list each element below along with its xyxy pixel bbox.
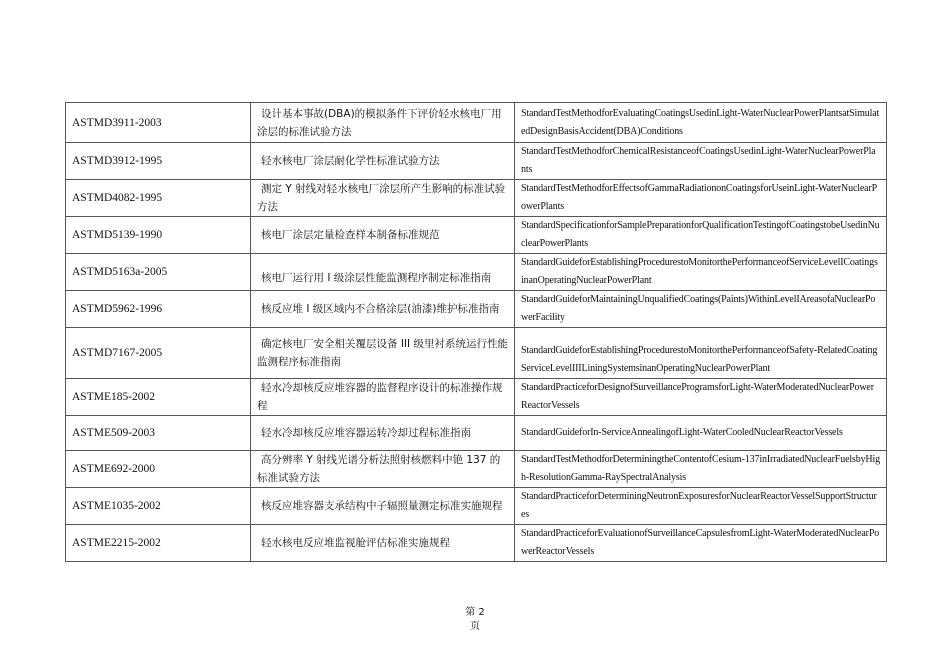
english-title: StandardGuideforEstablishingProcedurestoMonitorthePerformanceofServiceLevelICoatingsinanOperatingNuclearPowerPlant	[515, 254, 887, 291]
english-title: StandardGuideforMaintainingUnqualifiedCoatings(Paints)WithinLevelIAreasofaNuclearPowerFacility	[515, 291, 887, 328]
table-row	[66, 180, 887, 217]
standard-code: ASTMD5139-1990	[66, 217, 251, 254]
table-row	[66, 416, 887, 451]
standard-code: ASTME1035-2002	[66, 488, 251, 525]
standard-code: ASTMD5163a-2005	[66, 254, 251, 291]
table-row	[66, 379, 887, 416]
table-row	[66, 328, 887, 379]
chinese-title: 轻水核电厂涂层耐化学性标准试验方法	[251, 143, 515, 180]
chinese-title: 测定 Y 射线对轻水核电厂涂层所产生影响的标准试验方法	[251, 180, 515, 217]
standard-code: ASTMD3912-1995	[66, 143, 251, 180]
standard-code: ASTME692-2000	[66, 451, 251, 488]
chinese-title: 核电厂运行用 I 级涂层性能监测程序制定标准指南	[251, 254, 515, 291]
standard-code: ASTMD7167-2005	[66, 328, 251, 379]
english-title: StandardGuideforEstablishingProcedurestoMonitorthePerformanceofSafety-RelatedCoatingServiceLevelIIILiningSystemsinanOperatingNuclearPowerPlant	[515, 328, 887, 379]
standard-code: ASTMD4082-1995	[66, 180, 251, 217]
chinese-title: 轻水冷却核反应堆容器的监督程序设计的标准操作规程	[251, 379, 515, 416]
table-row	[66, 143, 887, 180]
english-title: StandardTestMethodforEffectsofGammaRadiationonCoatingsforUseinLight-WaterNuclearPowerPlants	[515, 180, 887, 217]
standard-code: ASTME509-2003	[66, 416, 251, 451]
english-title: StandardTestMethodforChemicalResistanceofCoatingsUsedinLight-WaterNuclearPowerPlants	[515, 143, 887, 180]
table-row	[66, 525, 887, 562]
english-title: StandardGuideforIn-ServiceAnnealingofLight-WaterCooledNuclearReactorVessels	[515, 416, 887, 451]
english-title: StandardPracticeforDesignofSurveillanceProgramsforLight-WaterModeratedNuclearPowerReactorVessels	[515, 379, 887, 416]
english-title: StandardSpecificationforSamplePreparationforQualificationTestingofCoatingstobeUsedinNuclearPowerPlants	[515, 217, 887, 254]
chinese-title: 高分辨率 Y 射线光谱分析法照射核燃料中铯 137 的标准试验方法	[251, 451, 515, 488]
chinese-title: 设计基本事故(DBA)的模拟条件下评价轻水核电厂用涂层的标准试验方法	[251, 103, 515, 143]
chinese-title: 确定核电厂安全相关覆层设备 III 级里衬系统运行性能监测程序标准指南	[251, 328, 515, 379]
english-title: StandardTestMethodforDeterminingtheContentofCesium-137inIrradiatedNuclearFuelsbyHigh-ResolutionGamma-RaySpectralAnalysis	[515, 451, 887, 488]
page-number	[0, 606, 950, 634]
english-title: StandardTestMethodforEvaluatingCoatingsUsedinLight-WaterNuclearPowerPlantsatSimulatedDesignBasisAccident(DBA)Conditions	[515, 103, 887, 143]
standards-table	[65, 102, 887, 562]
table-row	[66, 217, 887, 254]
standard-code: ASTME185-2002	[66, 379, 251, 416]
chinese-title: 核反应堆容器支承结构中子辐照量测定标准实施规程	[251, 488, 515, 525]
chinese-title: 核电厂涂层定量检查样本制备标准规范	[251, 217, 515, 254]
standard-code: ASTMD3911-2003	[66, 103, 251, 143]
standard-code: ASTME2215-2002	[66, 525, 251, 562]
chinese-title: 轻水冷却核反应堆容器运转冷却过程标准指南	[251, 416, 515, 451]
standard-code: ASTMD5962-1996	[66, 291, 251, 328]
table-row	[66, 291, 887, 328]
page-number-unit: 页	[470, 621, 480, 632]
chinese-title: 核反应堆 I 级区域内不合格涂层(油漆)维护标准指南	[251, 291, 515, 328]
english-title: StandardPracticeforEvaluationofSurveillanceCapsulesfromLight-WaterModeratedNuclearPowerReactorVessels	[515, 525, 887, 562]
table-row	[66, 254, 887, 291]
table-row	[66, 488, 887, 525]
page-number-line: 第 2	[465, 607, 485, 618]
english-title: StandardPracticeforDeterminingNeutronExposuresforNuclearReactorVesselSupportStructures	[515, 488, 887, 525]
chinese-title: 轻水核电反应堆监视舱评估标准实施规程	[251, 525, 515, 562]
table-row	[66, 103, 887, 143]
table-row	[66, 451, 887, 488]
